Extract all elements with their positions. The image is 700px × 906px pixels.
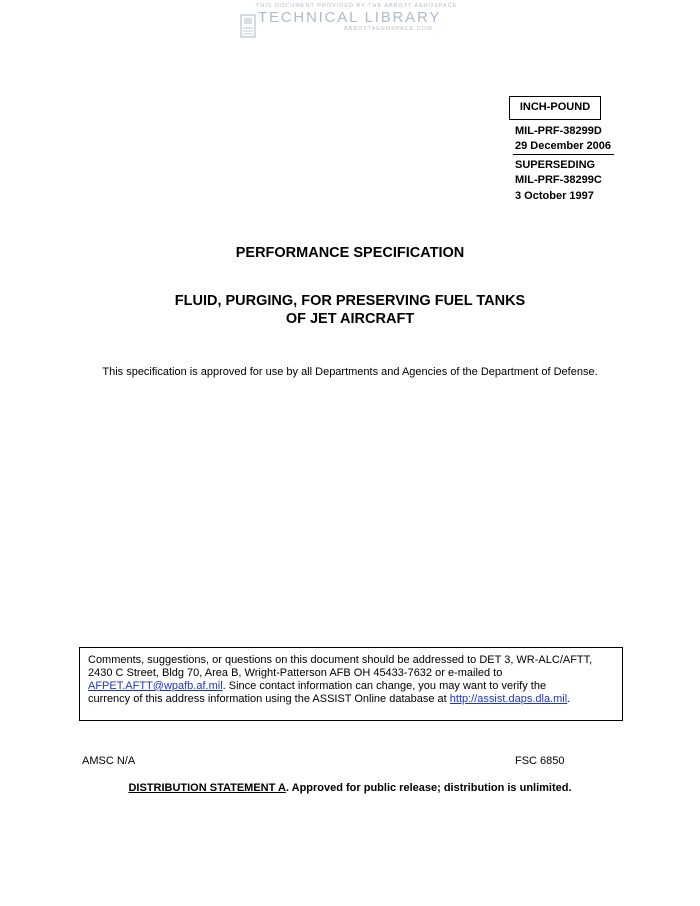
comments-line1: Comments, suggestions, or questions on this document should be addressed to DET 3, WR-ALC/AFTT, (88, 654, 593, 666)
watermark-line1: THIS DOCUMENT PROVIDED BY THE ABBOTT AEROSPACE (256, 3, 458, 9)
library-watermark (236, 2, 456, 46)
previous-doc-date: 3 October 1997 (515, 190, 594, 202)
comments-box (79, 647, 623, 721)
comments-line4 (88, 693, 614, 706)
comments-line4-start: currency of this address information using the ASSIST Online database at (88, 693, 450, 705)
doc-number: MIL-PRF-38299D (515, 125, 602, 137)
doc-date: 29 December 2006 (515, 140, 612, 152)
divider (513, 154, 614, 155)
library-logo-icon (240, 12, 258, 40)
fsc-label: FSC 6850 (515, 755, 565, 767)
superseding-label: SUPERSEDING (515, 159, 596, 171)
amsc-label: AMSC N/A (82, 755, 136, 767)
spec-type-heading: PERFORMANCE SPECIFICATION (235, 245, 465, 261)
inch-pound-box: INCH-POUND (509, 96, 601, 120)
comments-line3 (88, 680, 614, 693)
comments-line3-rest: . Since contact information can change, you may want to verify the (222, 680, 547, 692)
spec-title-line1: FLUID, PURGING, FOR PRESERVING FUEL TANKS (174, 293, 526, 309)
approval-statement: This specification is approved for use by all Departments and Agencies of the Department of Defense. (102, 366, 598, 378)
distribution-text: . Approved for public release; distribution is unlimited. (285, 782, 572, 794)
assist-url-link[interactable]: http://assist.daps.dla.mil (449, 693, 568, 705)
email-link[interactable]: AFPET.AFTT@wpafb.af.mil (88, 680, 223, 692)
distribution-statement (0, 782, 700, 794)
previous-doc-number: MIL-PRF-38299C (515, 174, 602, 186)
spec-title-line2: OF JET AIRCRAFT (285, 311, 415, 327)
comments-line2: 2430 C Street, Bldg 70, Area B, Wright-Patterson AFB OH 45433-7632 or e-mailed to (88, 667, 503, 679)
comments-line4-end: . (567, 693, 571, 705)
watermark-title: TECHNICAL LIBRARY (258, 9, 442, 26)
watermark-url: ABBOTTAEROSPACE.COM (344, 26, 433, 32)
distribution-label: DISTRIBUTION STATEMENT A (128, 782, 286, 794)
